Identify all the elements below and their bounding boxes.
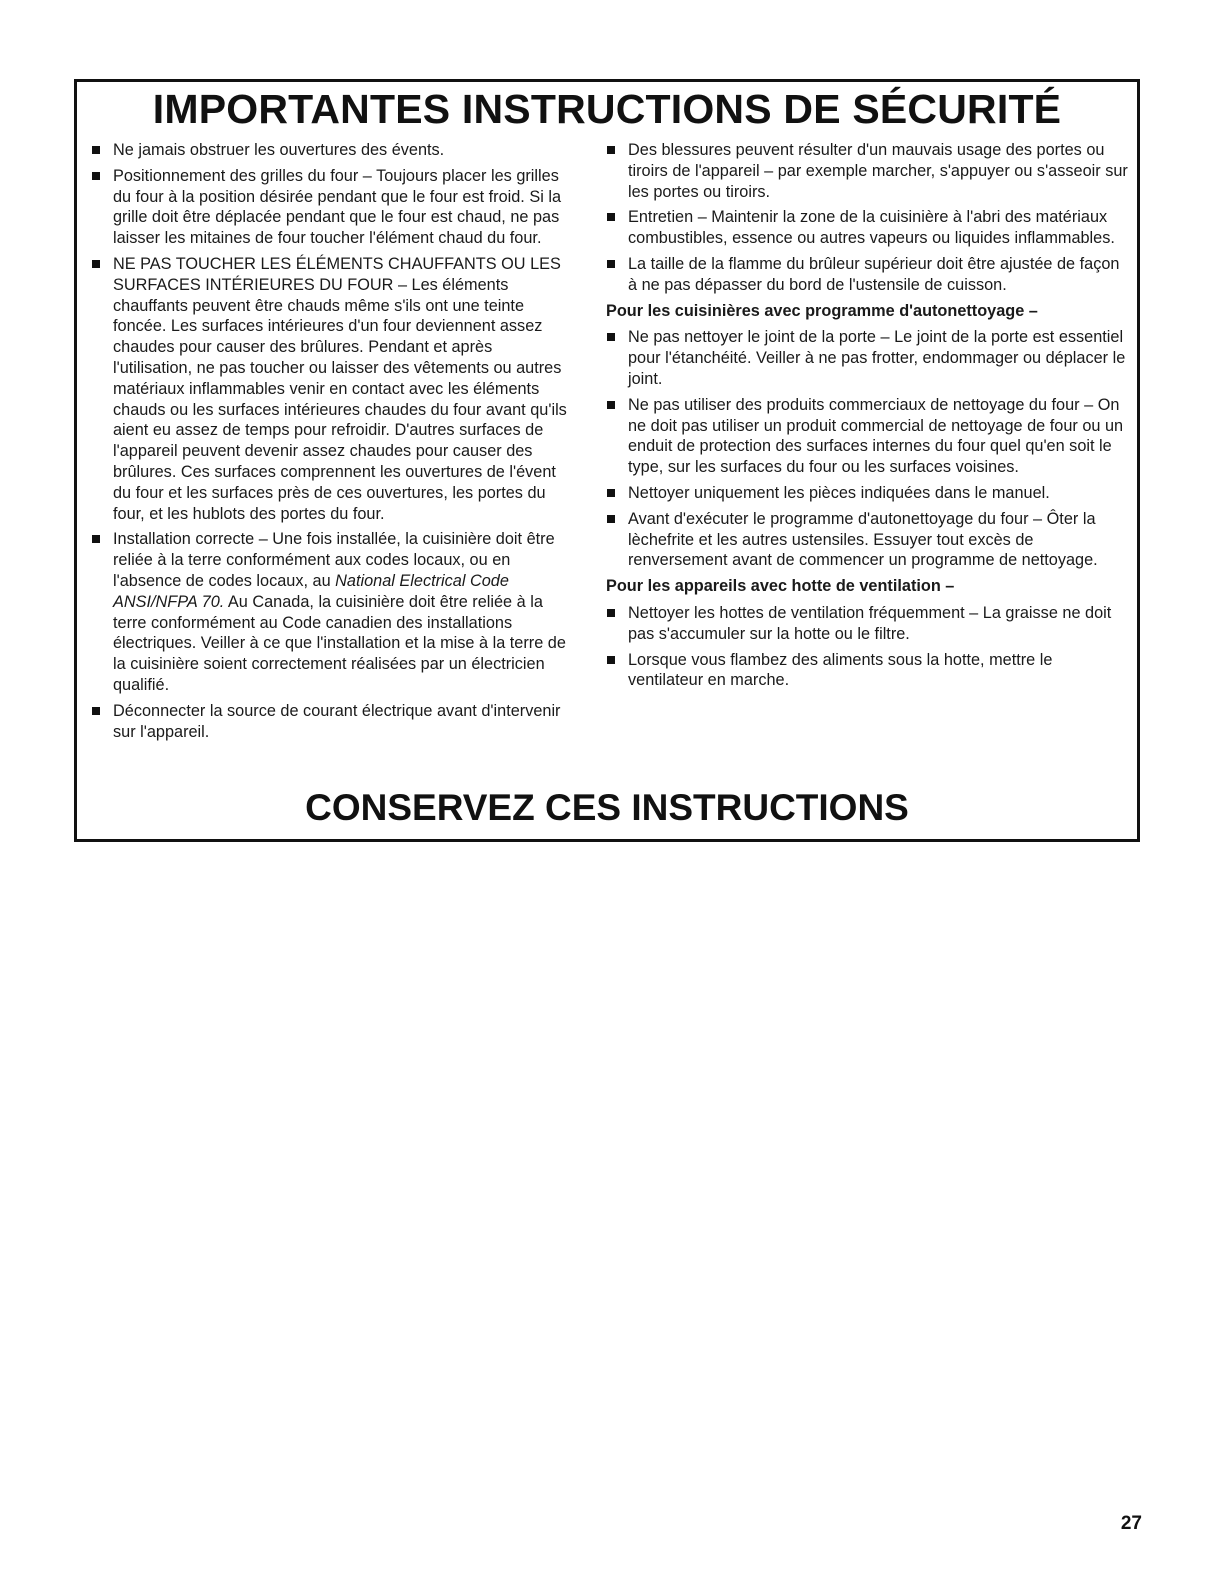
page-number: 27: [1120, 1513, 1142, 1534]
item-text: Ne pas nettoyer le joint de la porte – Le joint de la porte est essentiel pour l'étanchéité. Veiller à ne pas frotter, endommager ou déplacer le joint.: [628, 328, 1126, 388]
square-bullet-icon: [607, 656, 615, 664]
self-clean-list: [606, 327, 1128, 571]
safety-title: IMPORTANTES INSTRUCTIONS DE SÉCURITÉ: [152, 86, 1062, 132]
hood-heading: Pour les appareils avec hotte de ventilation –: [606, 577, 955, 596]
item-text: Nettoyer uniquement les pièces indiquées dans le manuel.: [628, 483, 1050, 502]
list-item: [606, 395, 1128, 478]
square-bullet-icon: [607, 146, 615, 154]
list-item: [91, 254, 575, 524]
right-instruction-list: [606, 140, 1128, 296]
square-bullet-icon: [92, 535, 100, 543]
square-bullet-icon: [607, 260, 615, 268]
item-text: Installation correcte – Une fois installée, la cuisinière doit être reliée à la terre conformément aux codes locaux, ou en l'absence de codes locaux, au: [113, 530, 555, 590]
left-column: [91, 140, 575, 747]
save-instructions-title: CONSERVEZ CES INSTRUCTIONS: [305, 787, 909, 828]
item-text: Des blessures peuvent résulter d'un mauvais usage des portes ou tiroirs de l'appareil – par exemple marcher, s'appuyer ou s'asseoir sur les portes ou tiroirs.: [628, 141, 1128, 201]
square-bullet-icon: [92, 172, 100, 180]
item-text: Au Canada, la cuisinière doit être reliée à la terre conformément au Code canadien des installations électriques. Veiller à ce que l'installation et la mise à la terre de la cuisinière soient correctement réalisées par un électricien qualifié.: [113, 592, 566, 694]
square-bullet-icon: [607, 489, 615, 497]
list-item: [606, 254, 1128, 296]
safety-instructions-box: [74, 79, 1140, 842]
list-item: [606, 140, 1128, 202]
square-bullet-icon: [92, 146, 100, 154]
list-item: [606, 509, 1128, 571]
list-item: [606, 483, 1128, 504]
square-bullet-icon: [607, 401, 615, 409]
square-bullet-icon: [607, 609, 615, 617]
item-text: La taille de la flamme du brûleur supérieur doit être ajustée de façon à ne pas dépasser du bord de l'ustensile de cuisson.: [628, 254, 1120, 294]
item-text: Nettoyer les hottes de ventilation fréquemment – La graisse ne doit pas s'accumuler sur la hotte ou le filtre.: [628, 603, 1112, 643]
list-item: [606, 207, 1128, 249]
item-text: Entretien – Maintenir la zone de la cuisinière à l'abri des matériaux combustibles, essence ou autres vapeurs ou liquides inflammables.: [628, 208, 1115, 248]
item-text: Lorsque vous flambez des aliments sous la hotte, mettre le ventilateur en marche.: [628, 650, 1053, 690]
square-bullet-icon: [607, 333, 615, 341]
list-item: [606, 603, 1128, 645]
square-bullet-icon: [92, 260, 100, 268]
list-item: [91, 529, 575, 695]
list-item: [606, 327, 1128, 389]
list-item: [91, 701, 575, 743]
item-text: Déconnecter la source de courant électrique avant d'intervenir sur l'appareil.: [113, 701, 561, 741]
left-instruction-list: [91, 140, 575, 742]
right-column: [606, 140, 1128, 696]
square-bullet-icon: [607, 213, 615, 221]
list-item: [91, 166, 575, 249]
code-reference: National Electrical Code ANSI/NFPA 70.: [113, 571, 509, 611]
item-text: Ne jamais obstruer les ouvertures des évents.: [113, 141, 445, 159]
list-item: [91, 140, 575, 161]
item-text: Positionnement des grilles du four – Toujours placer les grilles du four à la position désirée pendant que le four est froid. Si la grille doit être déplacée pendant que le four est chaud, ne pas laisser les mitaines de four toucher l'élément chaud du four.: [113, 166, 562, 248]
item-text: Ne pas utiliser des produits commerciaux de nettoyage du four – On ne doit pas utiliser un produit commercial de nettoyage de four ou un enduit de protection des surfaces internes du four quel qu'en soit le type, sur les surfaces du four ou les surfaces voisines.: [628, 395, 1124, 477]
self-clean-heading: Pour les cuisinières avec programme d'autonettoyage –: [606, 301, 1038, 320]
square-bullet-icon: [607, 515, 615, 523]
hood-list: [606, 603, 1128, 691]
item-text: Avant d'exécuter le programme d'autonettoyage du four – Ôter la lèchefrite et les autres ustensiles. Essuyer tout excès de renversement avant de commencer un programme de nettoyage.: [628, 509, 1098, 570]
square-bullet-icon: [92, 707, 100, 715]
list-item: [606, 650, 1128, 692]
item-text: NE PAS TOUCHER LES ÉLÉMENTS CHAUFFANTS OU LES SURFACES INTÉRIEURES DU FOUR – Les éléments chauffants peuvent être chauds même s'ils ont une teinte foncée. Les surfaces intérieures d'un four deviennent assez chaudes pour causer des brûlures. Pendant et après l'utilisation, ne pas toucher ou laisser des vêtements ou autres matériaux inflammables venir en contact avec les éléments chauds ou les surfaces intérieures chaudes du four avant qu'ils aient eu assez de temps pour refroidir. D'autres surfaces de l'appareil peuvent devenir assez chaudes pour causer des brûlures. Ces surfaces comprennent les ouvertures de l'évent du four et les surfaces près de ces ouvertures, les portes du four, et les hublots des portes du four.: [113, 254, 567, 523]
